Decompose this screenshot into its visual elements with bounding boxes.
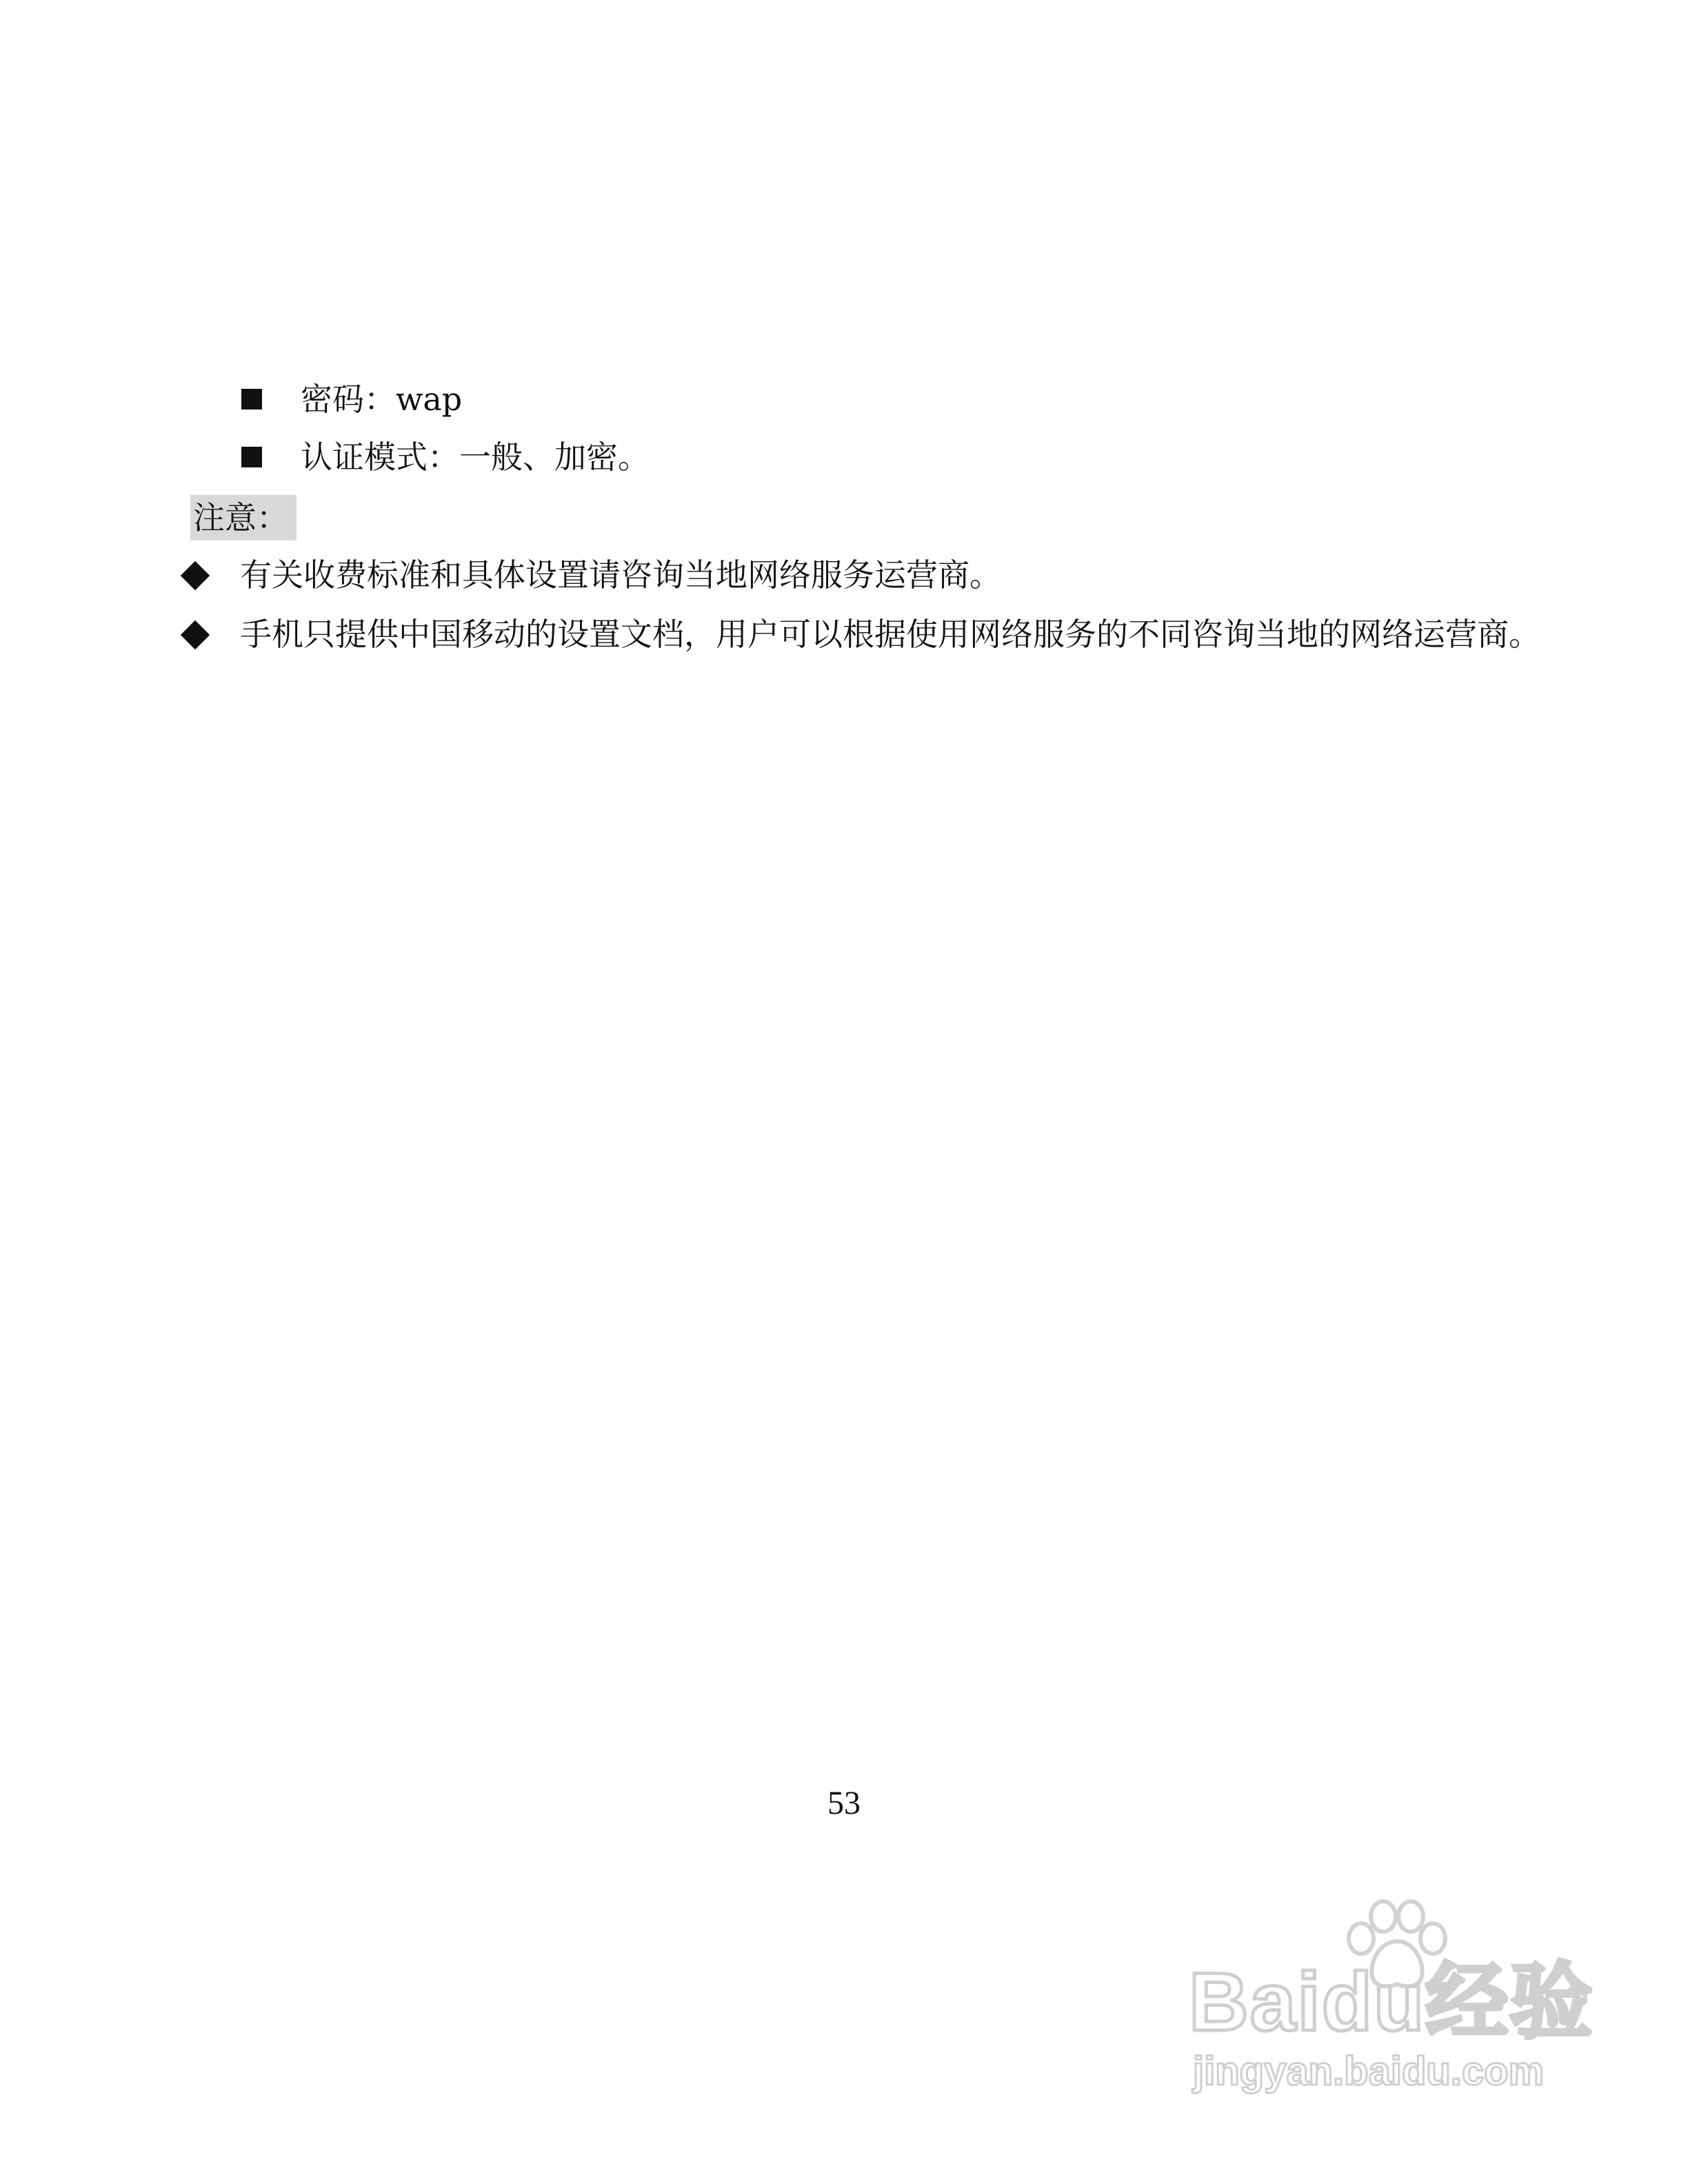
note-item-text: 手机只提供中国移动的设置文档，用户可以根据使用网络服务的不同咨询当地的网络运营商。 (240, 616, 1540, 653)
settings-item-auth-mode-text: 认证模式：一般、加密。 (301, 438, 650, 476)
note-label: 注意： (190, 495, 297, 540)
diamond-bullet-icon (181, 620, 210, 649)
baidu-watermark (1189, 1899, 1594, 2105)
square-bullet-icon (241, 447, 262, 467)
settings-item-password (241, 381, 463, 418)
square-bullet-icon (241, 389, 262, 410)
note-item-text: 有关收费标准和具体设置请咨询当地网络服务运营商。 (240, 556, 1001, 594)
watermark-brand: Baidu经验 (1189, 1956, 1594, 2048)
page-number: 53 (827, 1785, 861, 1821)
settings-item-auth-mode (241, 438, 650, 476)
settings-item-password-text: 密码：wap (301, 381, 463, 418)
diamond-bullet-icon (181, 561, 210, 590)
watermark-url: jingyan.baidu.com (1193, 2049, 1545, 2094)
